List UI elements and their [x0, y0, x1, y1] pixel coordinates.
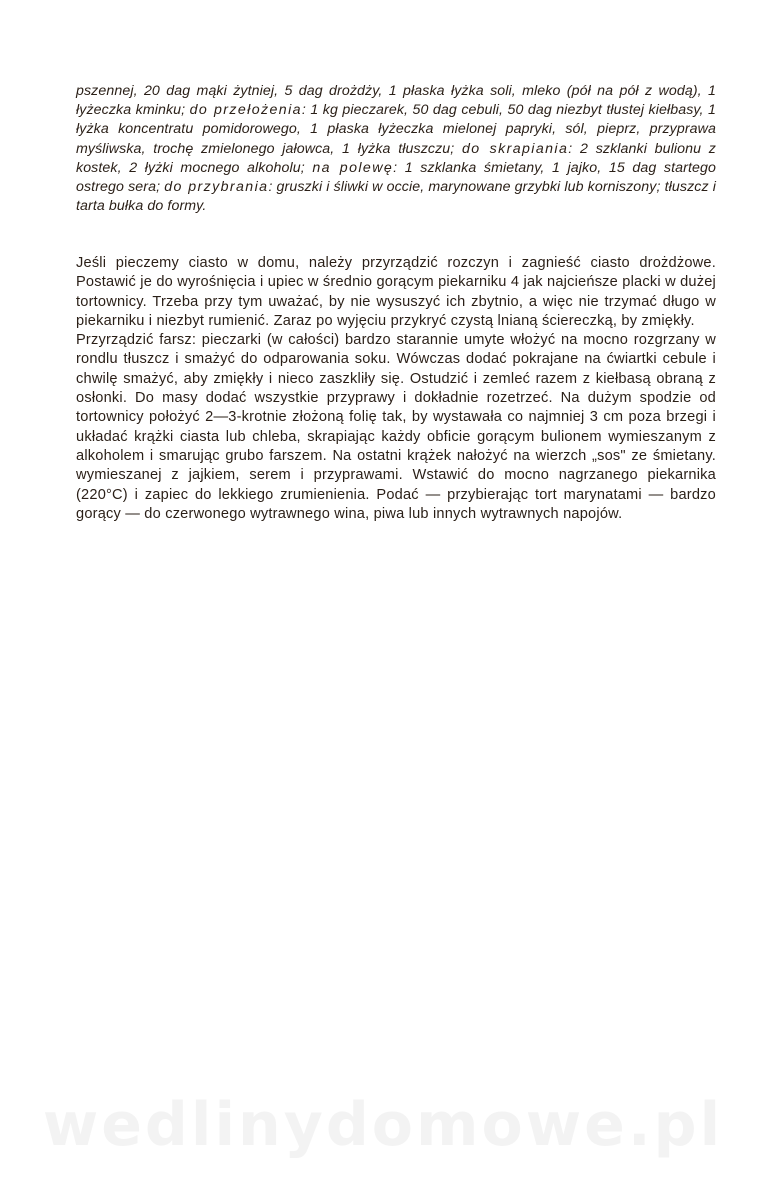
ingredients-list: [76, 82, 716, 216]
ingredients-sprinkle: : 2 szklanki bulionu z kostek, 2 łyżki mocnego alkoholu;: [76, 140, 716, 176]
label-do-przelozenia: do przełożenia: [189, 102, 302, 119]
label-do-skrapiania: do skrapiania: [462, 140, 569, 157]
ingredients-garnish: : gruszki i śliwki w occie, marynowane grzybki lub korniszony; tłuszcz i tarta bułka do formy.: [76, 179, 716, 215]
method-paragraph-1: Jeśli pieczemy ciasto w domu, należy przyrządzić rozczyn i zagnieść ciasto drożdżowe. Postawić je do wyrośnięcia i upiec w średnio gorącym piekarniku 4 jak najcieńsze placki w dużej tortownicy. Trzeba przy tym uważać, by nie wysuszyć ich zbytnio, a więc nie trzymać długo w piekarniku i niezbyt rumienić. Zaraz po wyjęciu przykryć czystą lnianą ściereczką, by zmiękły.: [76, 255, 716, 329]
method-section: [76, 254, 716, 524]
watermark: wedlinydomowe.pl: [42, 1090, 724, 1160]
method-paragraph-2: Przyrządzić farsz: pieczarki (w całości) bardzo starannie umyte włożyć na mocno rozgrzany w rondlu tłuszcz i smażyć do odparowania soku. Wówczas dodać pokrajane na ćwiartki cebule i chwilę smażyć, aby zmiękły i nieco zaszkliły się. Ostudzić i zemleć razem z kiełbasą obraną z osłonki. Do masy dodać wszystkie przyprawy i dokładnie rozetrzeć. Na dużym spodzie od tortownicy położyć 2—3-krotnie złożoną folię tak, by wystawała co najmniej 3 cm poza brzegi i układać krążki ciasta lub chleba, skrapiając każdy obficie gorącym bulionem wymieszanym z alkoholem i smarując grubo farszem. Na ostatni krążek nałożyć na wierzch „sos" ze śmietany. wymieszanej z jajkiem, serem i przyprawami. Wstawić do mocno nagrzanego piekarnika (220°C) i zapiec do lekkiego zrumienienia. Podać — przybierając tort marynatami — bardzo gorący — do czerwonego wytrawnego wina, piwa lub innych wytrawnych napojów.: [76, 332, 716, 522]
ingredients-filling: : 1 kg pieczarek, 50 dag cebuli, 50 dag niezbyt tłustej kiełbasy, 1 łyżka koncentratu pomidorowego, 1 płaska łyżeczka mielonej papryki, sól, pieprz, przyprawa myśliwska, trochę zmielonego jałowca, 1 łyżka tłuszczu;: [76, 102, 716, 157]
ingredients-intro: pszennej, 20 dag mąki żytniej, 5 dag drożdży, 1 płaska łyżka soli, mleko (pół na pół z wodą), 1 łyżeczka kminku;: [76, 83, 716, 119]
label-na-polewe: na polewę: [312, 159, 394, 176]
ingredients-topping: : 1 szklanka śmietany, 1 jajko, 15 dag startego ostrego sera;: [76, 159, 716, 196]
label-do-przybrania: do przybrania: [164, 179, 269, 196]
